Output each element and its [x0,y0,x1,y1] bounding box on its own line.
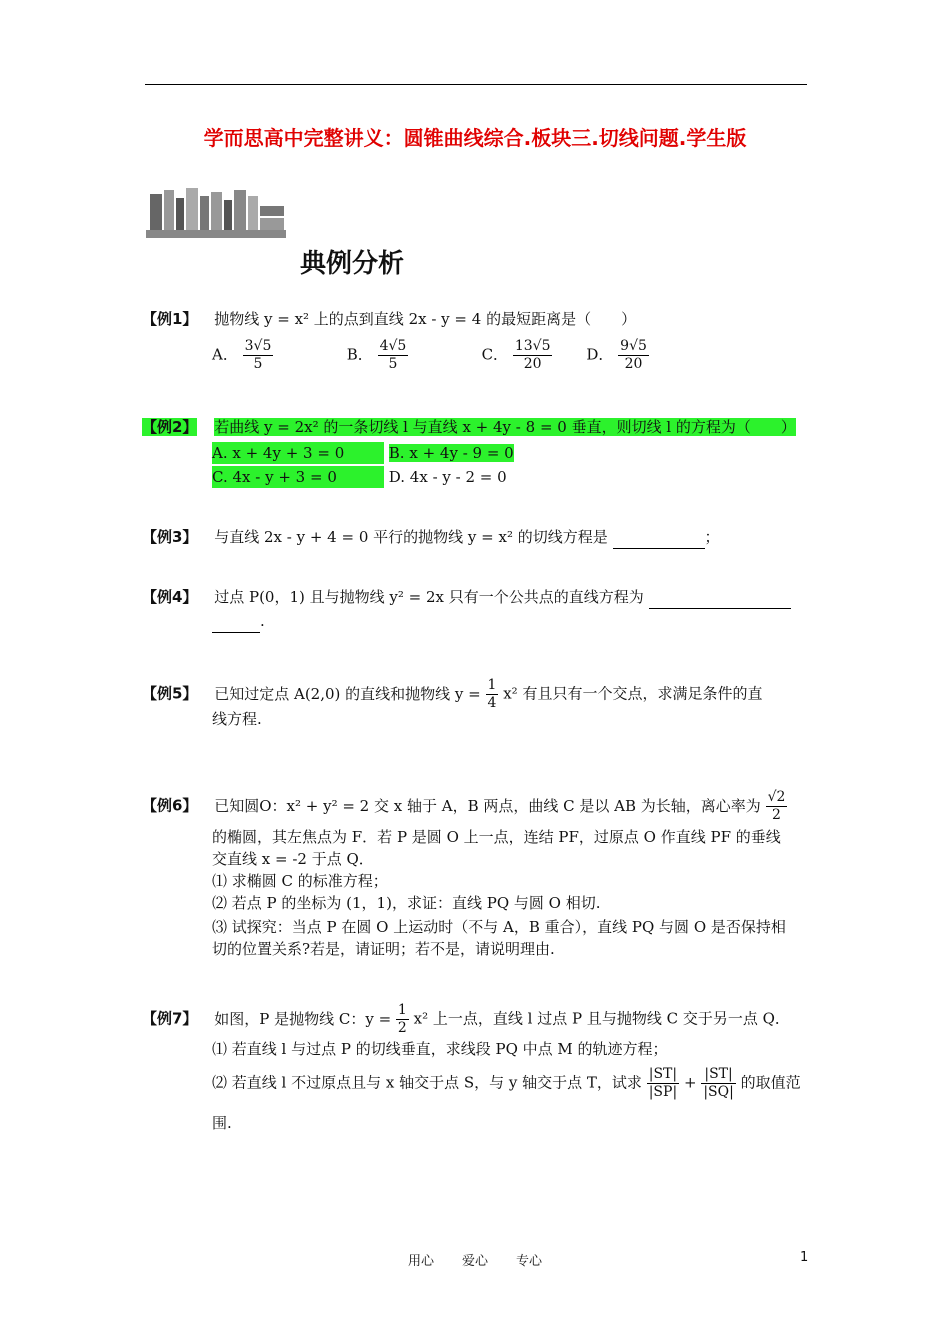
answer-blank-continued[interactable] [212,610,260,633]
example-4-continued: . [212,610,265,633]
example-7-q2-continued: 围. [212,1114,232,1132]
example-6-q3: ⑶ 试探究：当点 P 在圆 O 上运动时（不与 A，B 重合），直线 PQ 与圆 O 是否保持相 [212,918,786,936]
example-label: 【例4】 [142,588,198,606]
example-6-q2: ⑵ 若点 P 的坐标为 (1，1)，求证：直线 PQ 与圆 O 相切. [212,894,601,912]
option-fraction: $\frac{9√5}{20}$ [620,338,647,372]
example-1-options: A． $\frac{3√5}{5}$ B． $\frac{4√5}{5}$ C． $\frac{13√5}{20}$ D． $\frac{9√5}{20}$ [212,338,647,372]
example-2-options-row1: A. x + 4y + 3 = 0 B. x + 4y - 9 = 0 [212,444,514,462]
eccentricity-fraction: $\frac{√2}{2}$ [767,789,786,823]
example-6-line2: 的椭圆，其左焦点为 F．若 P 是圆 O 上一点，连结 PF，过原点 O 作直线 PF 的垂线 [212,828,781,846]
example-text: 若曲线 y = 2x² 的一条切线 l 与直线 x + 4y - 8 = 0 垂直，则切线 l 的方程为（ ） [214,418,796,436]
example-5-line2: 线方程. [212,710,262,728]
books-icon [146,186,286,240]
example-label: 【例1】 [142,310,198,328]
option-fraction: $\frac{13√5}{20}$ [514,338,551,372]
page-number: 1 [800,1250,809,1265]
option-fraction: $\frac{4√5}{5}$ [379,338,407,372]
example-2 [142,416,796,438]
example-6-q1: ⑴ 求椭圆 C 的标准方程； [212,872,388,890]
example-text: 过点 P(0，1) 且与抛物线 y² = 2x 只有一个公共点的直线方程为 [214,588,644,606]
ratio-fraction: $\frac{|ST|}{|SP|}$ [648,1066,678,1100]
example-2-options-row2: C. 4x - y + 3 = 0 D. 4x - y - 2 = 0 [212,468,507,486]
fraction: $\frac{1}{2}$ [397,1002,407,1036]
example-label: 【例3】 [142,528,198,546]
example-label: 【例6】 [142,796,198,815]
example-7: 【例7】 如图，P 是抛物线 C：y = $\frac{1}{2}$ x² 上一点，直线 l 过点 P 且与抛物线 C 交于另一点 Q． [142,1002,790,1036]
header-rule [145,84,807,85]
example-6-line3: 交直线 x = -2 于点 Q． [212,850,374,868]
answer-blank[interactable] [613,526,705,549]
example-label: 【例7】 [142,1009,198,1028]
document-title: 学而思高中完整讲义：圆锥曲线综合.板块三.切线问题.学生版 [203,126,747,150]
example-1 [142,308,636,330]
fraction: $\frac{1}{4}$ [487,677,497,711]
example-5: 【例5】 已知过定点 A(2,0) 的直线和抛物线 y = $\frac{1}{4}$ x² 有且只有一个交点，求满足条件的直 [142,677,763,711]
example-label: 【例5】 [142,684,198,703]
answer-blank[interactable] [649,586,791,609]
section-title: 典例分析 [300,249,405,279]
example-label: 【例2】 [142,418,198,436]
example-text: 抛物线 y = x² 上的点到直线 2x - y = 4 的最短距离是（ ） [214,310,637,328]
example-7-q1: ⑴ 若直线 l 与过点 P 的切线垂直，求线段 PQ 中点 M 的轨迹方程； [212,1040,668,1058]
footer: 用心 爱心 专心 [407,1254,543,1269]
example-7-q2: ⑵ 若直线 l 不过原点且与 x 轴交于点 S，与 y 轴交于点 T，试求 $\frac{|ST|}{|SP|}$ + $\frac{|ST|}{|SQ|}$ 的取值范 [212,1066,801,1100]
example-4 [142,586,791,609]
example-6-q3-continued: 切的位置关系?若是，请证明；若不是，请说明理由. [212,940,555,958]
example-text: 与直线 2x - y + 4 = 0 平行的抛物线 y = x² 的切线方程是 [214,528,608,546]
option-fraction: $\frac{3√5}{5}$ [244,338,272,372]
example-3: 【例3】 与直线 2x - y + 4 = 0 平行的抛物线 y = x² 的切线方程是 ； [142,526,720,549]
ratio-fraction: $\frac{|ST|}{|SQ|}$ [703,1066,734,1100]
example-6: 【例6】 已知圆O：x² + y² = 2 交 x 轴于 A，B 两点，曲线 C 是以 AB 为长轴，离心率为 $\frac{√2}{2}$ [142,789,786,823]
